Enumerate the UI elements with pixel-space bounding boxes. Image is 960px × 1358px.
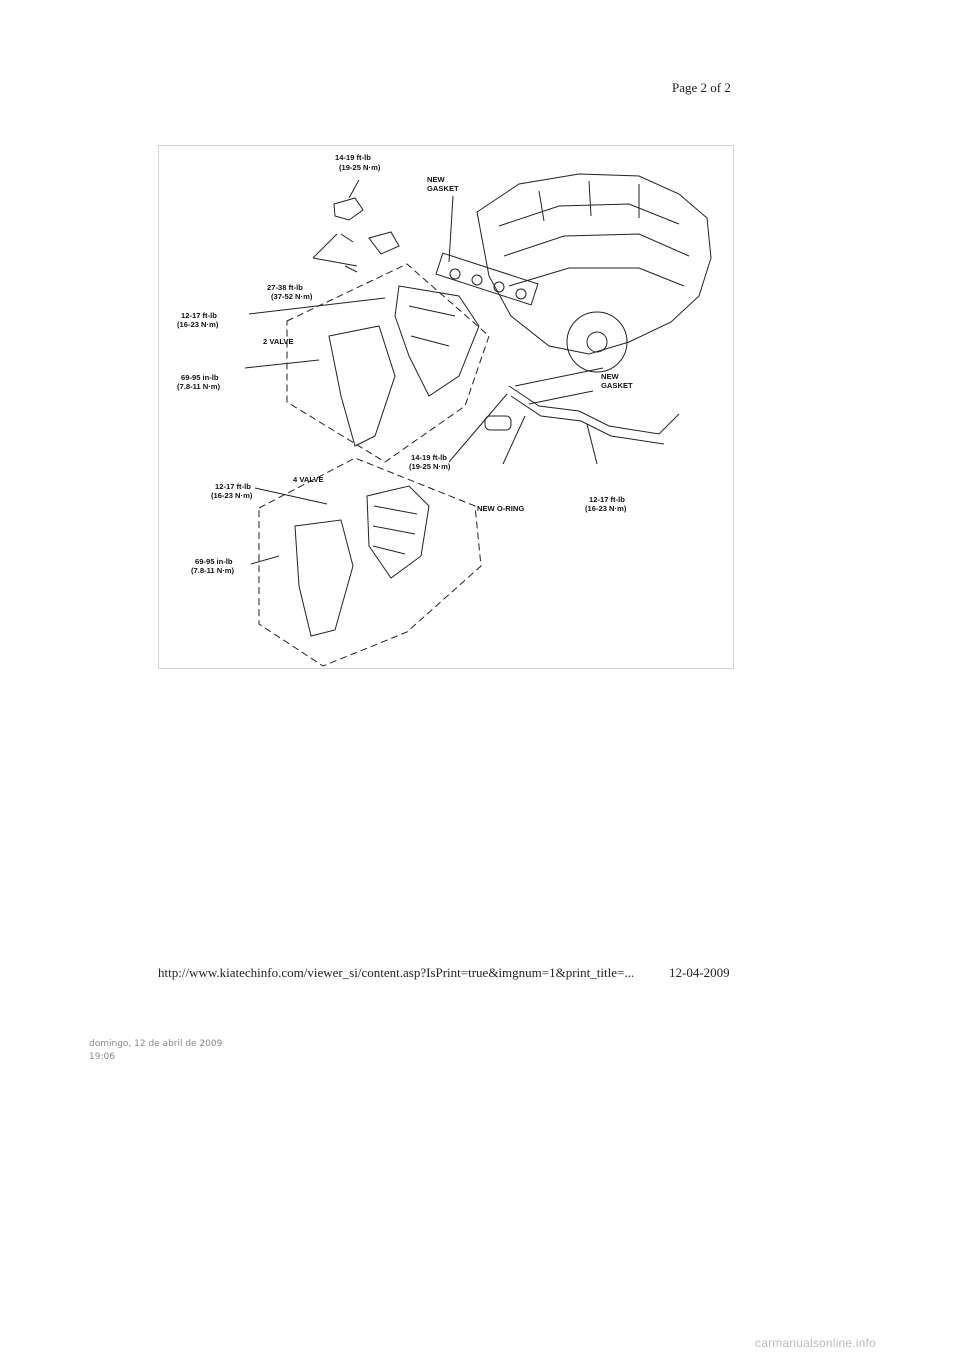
label-top-torque-ftlb: 14-19 ft-lb [335, 153, 371, 162]
box-4-valve [259, 458, 481, 666]
site-watermark: carmanualsonline.info [755, 1336, 876, 1350]
label-stud-torque-nm: (37-52 N·m) [271, 292, 313, 301]
label-stud-torque-ftlb: 27-38 ft-lb [267, 283, 303, 292]
label-pipe-nm: (16-23 N·m) [585, 504, 627, 513]
box-2-valve [287, 264, 489, 462]
label-new-gasket-right-1: NEW [601, 372, 619, 381]
label-upper-left-nm: (16-23 N·m) [177, 320, 219, 329]
label-pipe-ftlb: 12-17 ft-lb [589, 495, 625, 504]
diagram-drawing [159, 146, 733, 668]
capture-timestamp [89, 1038, 222, 1064]
capture-date: domingo, 12 de abril de 2009 [89, 1039, 223, 1049]
label-shield-4v-nm: (7.8-11 N·m) [191, 566, 235, 575]
label-shield-2v-inlb: 69-95 in-lb [181, 373, 219, 382]
label-new-oring: NEW O-RING [477, 504, 525, 513]
top-gasket [436, 253, 538, 305]
label-new-gasket-right-2: GASKET [601, 381, 633, 390]
heat-shield-2-valve [329, 326, 395, 446]
flywheel [567, 312, 627, 372]
label-two-valve: 2 VALVE [263, 337, 294, 346]
label-four-v-ftlb: 12-17 ft-lb [215, 482, 251, 491]
manifold-4-valve [367, 486, 429, 578]
source-url: http://www.kiatechinfo.com/viewer_si/content.asp?IsPrint=true&imgnum=1&print_title=... [158, 965, 635, 980]
label-shield-4v-inlb: 69-95 in-lb [195, 557, 233, 566]
label-four-valve: 4 VALVE [293, 475, 324, 484]
manifold-2-valve [395, 286, 479, 396]
leader-lines [245, 180, 603, 564]
page-number: Page 2 of 2 [672, 80, 731, 95]
label-top-torque-nm: (19-25 N·m) [339, 163, 381, 172]
exhaust-manifold-diagram [158, 145, 734, 669]
label-upper-left-ftlb: 12-17 ft-lb [181, 311, 217, 320]
pipe-assembly [509, 386, 679, 434]
top-bracket [334, 198, 363, 220]
label-new-gasket-top-1: NEW [427, 175, 445, 184]
label-four-v-nm: (16-23 N·m) [211, 491, 253, 500]
label-new-gasket-top-2: GASKET [427, 184, 459, 193]
heat-shield-4-valve [295, 520, 353, 636]
label-mid-torque-nm: (19-25 N·m) [409, 462, 451, 471]
label-shield-2v-nm: (7.8-11 N·m) [177, 382, 221, 391]
label-mid-torque-ftlb: 14-19 ft-lb [411, 453, 447, 462]
capture-time: 19:06 [89, 1052, 115, 1062]
print-date: 12-04-2009 [669, 965, 730, 980]
engine-block [477, 174, 711, 354]
